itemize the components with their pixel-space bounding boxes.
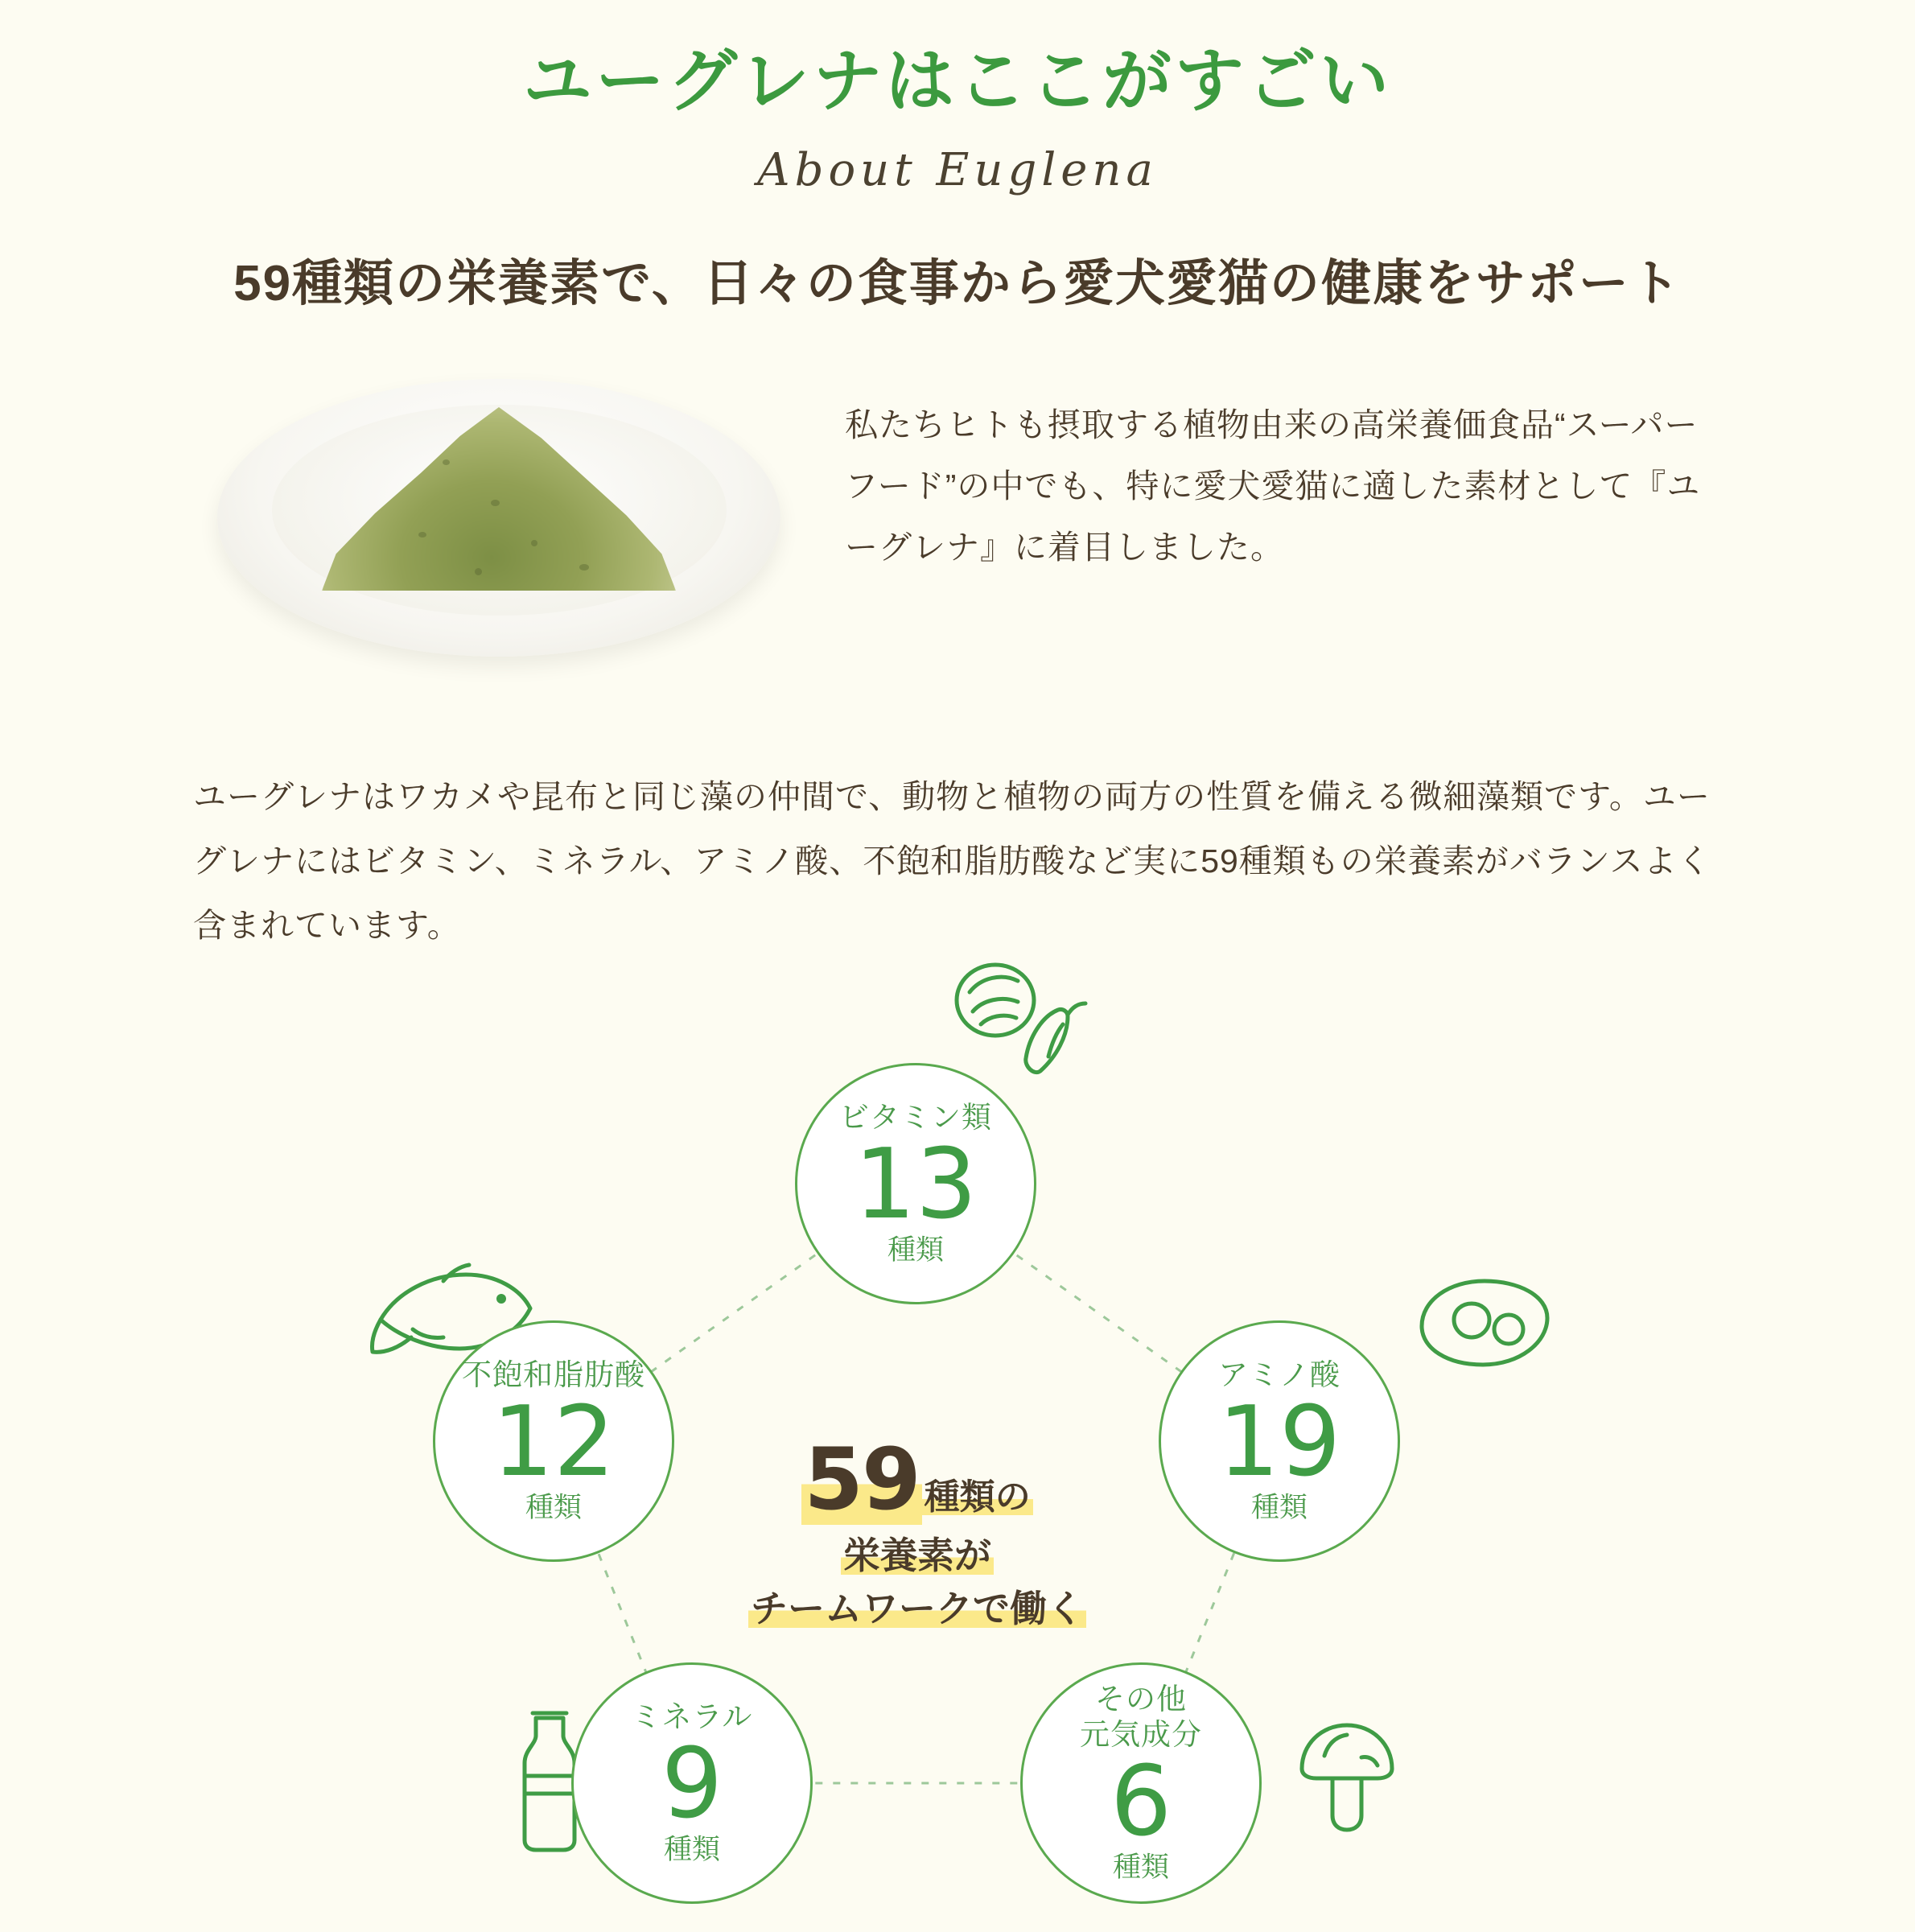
center-total-number: 59 [801, 1430, 922, 1529]
page-header [0, 0, 1915, 315]
description-paragraph: ユーグレナはワカメや昆布と同じ藻の仲間で、動物と植物の両方の性質を備える微細藻類です。ユーグレナにはビタミン、ミネラル、アミノ酸、不飽和脂肪酸など実に59種類もの栄養素がバランスよく含まれています。 [193, 778, 1711, 945]
page-tagline: 59種類の栄養素で、日々の食事から愛犬愛猫の健康をサポート [233, 256, 1682, 312]
vegetables-icon [945, 950, 1098, 1087]
bubble-vitamin [795, 1063, 1036, 1304]
nutrient-diagram [0, 982, 1915, 1932]
powder-mound-shape [322, 403, 676, 596]
diagram-center-text [716, 1430, 1118, 1633]
bubble-vitamin-unit: 種類 [887, 1234, 944, 1267]
bubble-mineral [571, 1662, 813, 1904]
center-line-3 [716, 1584, 1118, 1633]
center-suffix: 種類の [922, 1477, 1033, 1517]
intro-section [0, 371, 1915, 677]
intro-paragraph: 私たちヒトも摂取する植物由来の高栄養価食品“スーパーフード”の中でも、特に愛犬愛猫に適した素材として『ユーグレナ』に着目しました。 [845, 406, 1701, 566]
bubble-fatty-acid-unit: 種類 [525, 1492, 582, 1524]
bubble-fatty-acid-value: 12 [492, 1386, 616, 1499]
bubble-mineral-unit: 種類 [663, 1834, 720, 1866]
bubble-amino-acid [1159, 1320, 1400, 1562]
center-line-3-text: チームワークで働く [748, 1588, 1086, 1629]
bubble-other-label-line2: 元気成分 [1080, 1718, 1202, 1751]
bubble-other-unit: 種類 [1112, 1852, 1169, 1884]
center-line-2 [716, 1530, 1118, 1580]
center-line-2-text: 栄養素が [841, 1534, 994, 1576]
page-subtitle-english: About Euglena [757, 144, 1158, 197]
euglena-powder-photo [201, 371, 797, 677]
bubble-vitamin-value: 13 [854, 1129, 978, 1242]
bubble-vitamin-label: ビタミン類 [839, 1100, 992, 1134]
bubble-mineral-label: ミネラル [631, 1699, 753, 1733]
bubble-other-value: 6 [1110, 1746, 1172, 1859]
bubble-amino-acid-unit: 種類 [1250, 1492, 1308, 1524]
meat-icon [1404, 1268, 1565, 1381]
bubble-amino-acid-value: 19 [1217, 1386, 1341, 1499]
bubble-other [1020, 1662, 1262, 1904]
bubble-other-label-line1: その他 [1095, 1682, 1187, 1716]
powder-mound [322, 403, 676, 596]
bubble-fatty-acid [433, 1320, 674, 1562]
center-line-1 [716, 1430, 1118, 1529]
page-title: ユーグレナはここがすごい [523, 43, 1392, 120]
mushroom-icon [1287, 1711, 1408, 1839]
bubble-amino-acid-label: アミノ酸 [1218, 1357, 1340, 1391]
bubble-fatty-acid-label: 不飽和脂肪酸 [462, 1357, 645, 1391]
bubble-mineral-value: 9 [661, 1728, 723, 1841]
